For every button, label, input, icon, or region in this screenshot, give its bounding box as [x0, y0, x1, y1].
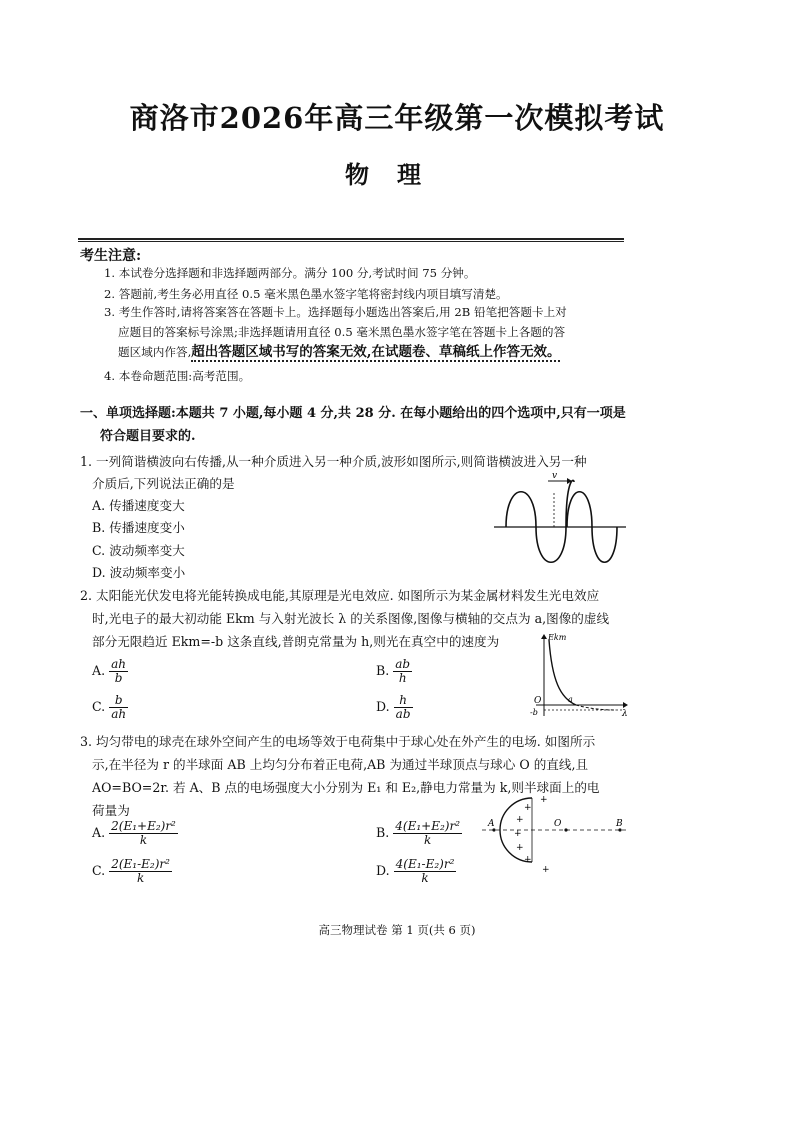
- question-3-line4: 荷量为: [92, 803, 130, 818]
- q3-option-d: [376, 858, 456, 885]
- q1-option-b: B. 传播速度变小: [92, 520, 185, 535]
- q3-charge-1: +: [540, 795, 548, 805]
- q3-option-c: [92, 858, 172, 885]
- q2-c-num: b: [109, 694, 128, 708]
- section-heading-line2: 符合题目要求的.: [100, 429, 196, 444]
- q3-option-b-label: B.: [376, 825, 390, 840]
- q2-y-arrow: [541, 634, 547, 639]
- notice-item-2: 2. 答题前,考生务必用直径 0.5 毫米黑色墨水签字笔将密封线内项目填写清楚。: [104, 287, 508, 301]
- q3-option-d-label: D.: [376, 863, 390, 878]
- question-2-line1: 2. 太阳能光伏发电将光能转换成电能,其原理是光电效应. 如图所示为某金属材料发生光电效应: [80, 588, 600, 603]
- q3-charge-3: +: [516, 815, 524, 825]
- divider-thin: [78, 241, 624, 242]
- q2-b-num: ab: [395, 657, 411, 671]
- q2-option-b-label: B.: [376, 663, 390, 678]
- q3-label-b: B: [616, 819, 623, 829]
- notice-item-3-cont: 应题目的答案标号涂黑;非选择题请用直径 0.5 毫米黑色墨水签字笔在答题卡上各题的答: [118, 325, 566, 339]
- page-footer: 高三物理试卷 第 1 页(共 6 页): [318, 923, 476, 937]
- question-1-line2: 介质后,下列说法正确的是: [92, 476, 235, 491]
- q3-option-d-frac: [394, 858, 457, 885]
- q3-point-o: [564, 828, 567, 831]
- q2-b-den: h: [398, 671, 407, 685]
- q2-option-b: [376, 658, 412, 685]
- q3-option-b-frac: [393, 820, 462, 847]
- notice-heading: 考生注意:: [80, 248, 142, 264]
- q3-option-c-frac: [109, 858, 172, 885]
- q2-option-d-label: D.: [376, 699, 390, 714]
- section-heading-line1: 一、单项选择题:本题共 7 小题,每小题 4 分,共 28 分. 在每小题给出的四个选项中,只有一项是: [80, 406, 626, 421]
- q2-d-den: ab: [395, 707, 411, 721]
- q2-option-c-label: C.: [92, 699, 106, 714]
- q2-graph-figure: [530, 630, 630, 720]
- q2-option-c: [92, 694, 128, 721]
- question-3-line2: 示,在半径为 r 的半球面 AB 上均匀分布着正电荷,AB 为通过半球顶点与球心 O 的直线,且: [92, 757, 589, 772]
- q3-b-num: 4(E₁+E₂)r²: [395, 819, 461, 833]
- q2-option-c-frac: [109, 694, 128, 721]
- q3-charge-6: +: [524, 855, 532, 865]
- q3-option-b: [376, 820, 462, 847]
- exam-title: 商洛市2026年高三年级第一次模拟考试: [129, 101, 665, 135]
- question-3-line3: AO=BO=2r. 若 A、B 点的电场强度大小分别为 E₁ 和 E₂,静电力常量为 k,则半球面上的电: [92, 780, 600, 795]
- q2-origin-label: O: [534, 696, 542, 706]
- q3-option-a-label: A.: [92, 825, 106, 840]
- q1-wave-figure: [492, 470, 632, 580]
- q3-a-num: 2(E₁+E₂)r²: [111, 819, 176, 833]
- q2-a-num: ah: [111, 657, 127, 671]
- question-3-line1: 3. 均匀带电的球壳在球外空间产生的电场等效于电荷集中于球心处在外产生的电场. 如图所示: [80, 734, 596, 749]
- q1-velocity-label: v: [552, 471, 558, 481]
- question-2-line3: 部分无限趋近 Ekm=-b 这条直线,普朗克常量为 h,则光在真空中的速度为: [92, 634, 500, 649]
- q2-x-arrow: [623, 702, 628, 708]
- q3-label-a: A: [488, 819, 495, 829]
- question-2-line2: 时,光电子的最大初动能 Ekm 与入射光波长 λ 的关系图像,图像与横轴的交点为 a,图像的虚线: [92, 611, 610, 626]
- q3-d-den: k: [421, 871, 429, 885]
- q3-charge-2: +: [524, 803, 532, 813]
- q1-wave-left: [506, 480, 574, 562]
- q3-option-c-label: C.: [92, 863, 106, 878]
- subject-title: 物理: [345, 160, 449, 189]
- q2-x-label: λ: [622, 709, 628, 719]
- q1-option-d: D. 波动频率变小: [92, 565, 186, 580]
- notice-emphasis: 超出答题区域书写的答案无效,在试题卷、草稿纸上作答无效。: [191, 344, 561, 360]
- q3-charge-4: +: [514, 829, 522, 839]
- notice-item-4: 4. 本卷命题范围:高考范围。: [104, 369, 251, 383]
- notice-item-1: 1. 本试卷分选择题和非选择题两部分。满分 100 分,考试时间 75 分钟。: [104, 266, 476, 280]
- q3-charge-5: +: [516, 843, 524, 853]
- q2-option-d-frac: [394, 694, 413, 721]
- notice-item-3-tail: 题区域内作答,: [118, 345, 192, 359]
- q2-neg-b-label: -b: [530, 708, 538, 717]
- q2-option-b-frac: [393, 658, 412, 685]
- q2-option-d: [376, 694, 413, 721]
- notice-item-3-cont2: [118, 342, 648, 362]
- q3-b-den: k: [424, 833, 432, 847]
- q2-option-a-label: A.: [92, 663, 106, 678]
- section-heading: [80, 402, 640, 448]
- q2-a-den: b: [114, 671, 123, 685]
- q3-d-num: 4(E₁-E₂)r²: [395, 857, 455, 871]
- divider-thick: [78, 238, 624, 240]
- q2-root-label: a: [568, 695, 573, 704]
- q2-option-a-frac: [109, 658, 128, 685]
- q3-c-den: k: [136, 871, 145, 885]
- q1-option-a: A. 传播速度变大: [92, 498, 185, 513]
- q3-a-den: k: [139, 833, 148, 847]
- q2-c-den: ah: [111, 707, 127, 721]
- q3-hemisphere-figure: [478, 792, 630, 878]
- q2-option-a: [92, 658, 128, 685]
- notice-item-3: 3. 考生作答时,请将答案答在答题卡上。选择题每小题选出答案后,用 2B 铅笔把答题卡上对: [104, 305, 567, 319]
- q1-option-c: C. 波动频率变大: [92, 543, 185, 558]
- q3-c-num: 2(E₁-E₂)r²: [111, 857, 170, 871]
- q3-option-a: [92, 820, 178, 847]
- q3-label-o: O: [554, 819, 562, 829]
- q3-option-a-frac: [109, 820, 178, 847]
- question-1-line1: 1. 一列简谐横波向右传播,从一种介质进入另一种介质,波形如图所示,则简谐横波进入另一种: [80, 454, 587, 469]
- q2-y-label: Ekm: [548, 633, 567, 642]
- q2-curve-dashed: [576, 705, 616, 710]
- q3-charge-7: +: [542, 865, 550, 875]
- q2-d-num: h: [394, 694, 413, 708]
